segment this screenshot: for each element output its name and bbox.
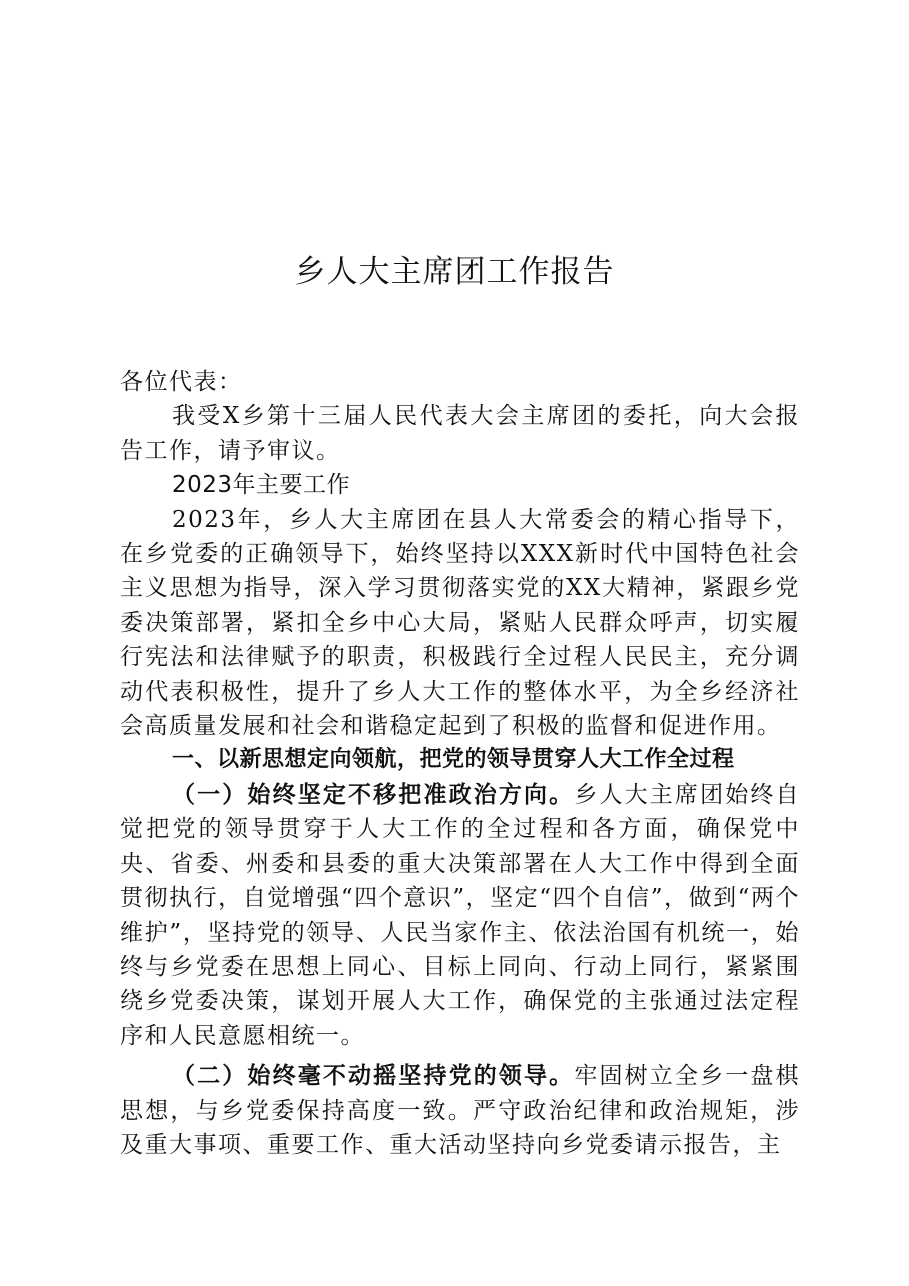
item1-text: 乡人大主席团始终自觉把党的领导贯穿于人大工作的全过程和各方面，确保党中央、省委、州委和县委的重大决策部署在人大工作中得到全面贯彻执行，自觉增强“四个意识”，坚定“四个自信”，做到“两个维护”，坚持党的领导、人民当家作主、依法治国有机统一，始终与乡党委在思想上同心、目标上同向、行动上同行，紧紧围绕乡党委决策，谋划开展人大工作，确保党的主张通过法定程序和人民意愿相统一。 [120, 781, 801, 1049]
salutation: 各位代表： [120, 369, 243, 395]
section-heading: 2023年主要工作 [172, 472, 351, 499]
overview-paragraph: 2023年，乡人大主席团在县人大常委会的精心指导下，在乡党委的正确领导下，始终坚持以XXX新时代中国特色社会主义思想为指导，深入学习贯彻落实党的XX大精神，紧跟乡党委决策部署，紧扣全乡中心大局，紧贴人民群众呼声，切实履行宪法和法律赋予的职责，积极践行全过程人民民主，充分调动代表积极性，提升了乡人大工作的整体水平，为全乡经济社会高质量发展和社会和谐稳定起到了积极的监督和促进作用。 [120, 506, 800, 740]
part1-heading: 一、以新思想定向领航，把党的领导贯穿人大工作全过程 [172, 747, 735, 773]
intro-paragraph: 我受X乡第十三届人民代表大会主席团的委托，向大会报告工作，请予审议。 [120, 403, 800, 464]
document-title: 乡人大主席团工作报告 [294, 254, 615, 290]
document-body [120, 365, 800, 1162]
item2-paragraph [120, 1059, 800, 1162]
item1-lead: （一）始终坚定不移把准政治方向。 [172, 780, 575, 808]
item2-lead: （二）始终毫不动摇坚持党的领导。 [172, 1062, 575, 1090]
item2-text: 牢固树立全乡一盘棋思想，与乡党委保持高度一致。严守政治纪律和政治规矩，涉及重大事项、重要工作、重大活动坚持向乡党委请示报告，主 [120, 1063, 801, 1158]
item1-paragraph [120, 778, 800, 1053]
